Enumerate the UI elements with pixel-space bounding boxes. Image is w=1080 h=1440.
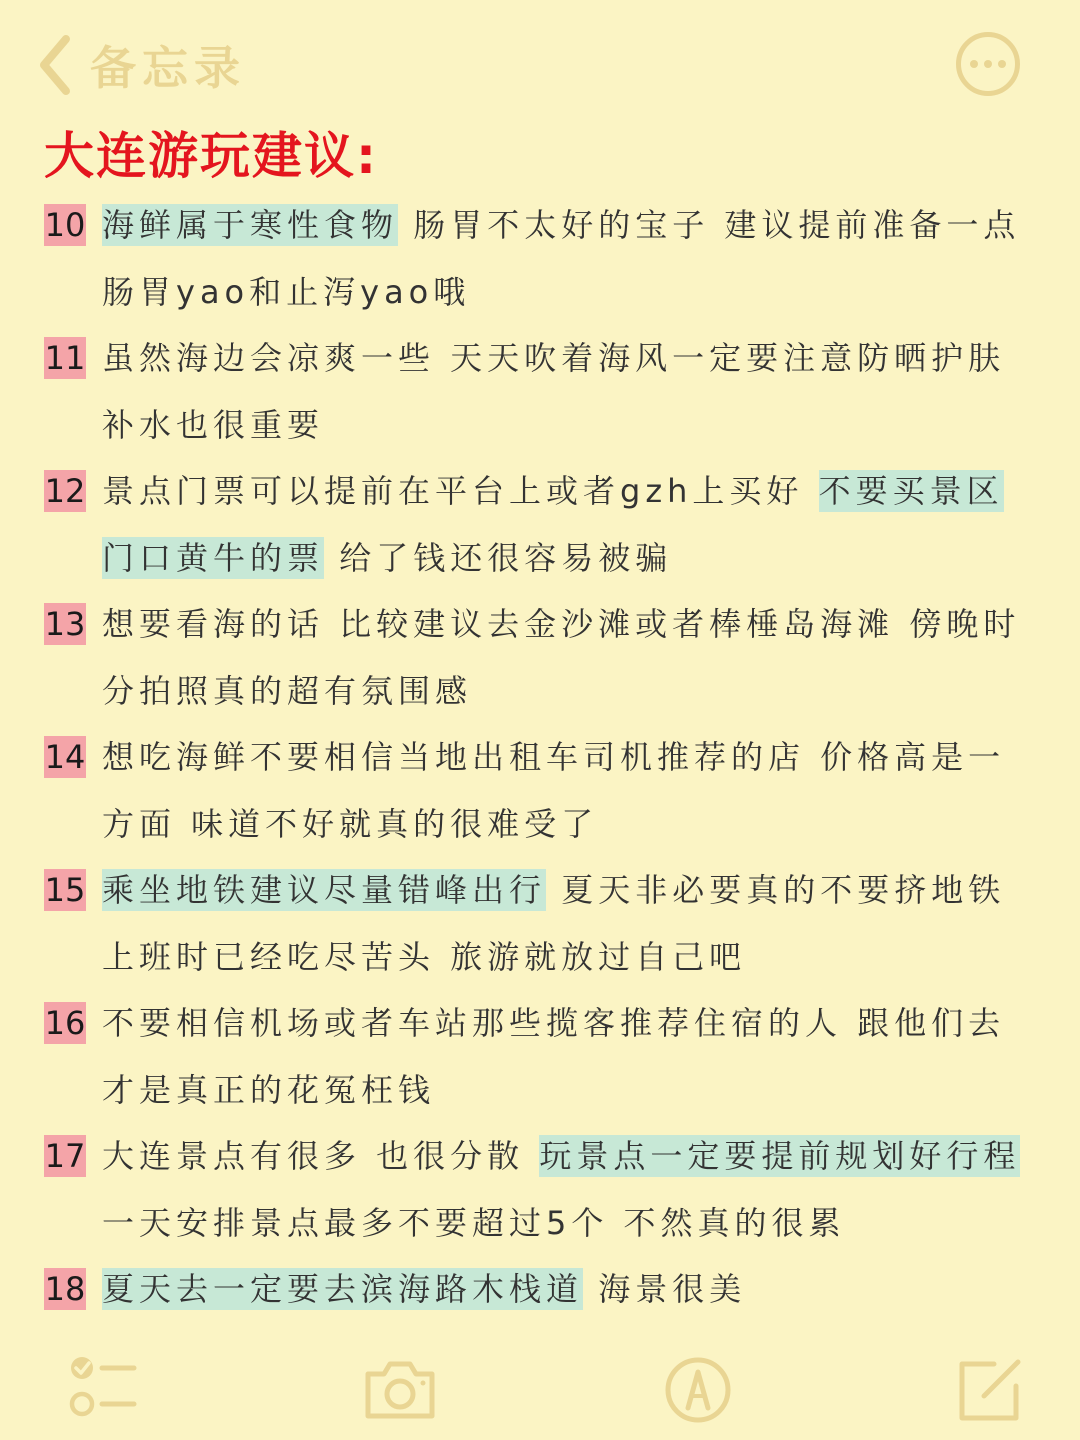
tip-number-badge: 17 xyxy=(44,1137,86,1175)
back-label: 备忘录 xyxy=(90,41,246,95)
tip-line xyxy=(102,924,1044,991)
markup-button[interactable] xyxy=(658,1350,738,1430)
tip-text: 方面 味道不好就真的很难受了 xyxy=(102,804,599,843)
tip-text: 上班时已经吃尽苦头 旅游就放过自己吧 xyxy=(102,937,747,976)
highlighted-text: 门口黄牛的票 xyxy=(102,538,325,577)
tip-line xyxy=(102,1256,1044,1323)
camera-icon xyxy=(360,1350,440,1430)
compose-icon xyxy=(950,1350,1030,1430)
tip-number-badge: 12 xyxy=(44,472,86,510)
list-item xyxy=(44,990,1044,1123)
highlighted-text: 玩景点一定要提前规划好行程 xyxy=(539,1137,1021,1175)
tip-number-badge: 16 xyxy=(44,1004,86,1042)
tip-line xyxy=(102,392,1044,459)
tip-text: 夏天非必要真的不要挤地铁 xyxy=(546,871,1006,909)
more-dot xyxy=(998,60,1006,68)
tip-number-badge: 18 xyxy=(44,1270,86,1308)
more-dot xyxy=(970,60,978,68)
tip-number-badge: 15 xyxy=(44,871,86,909)
pen-icon xyxy=(658,1350,738,1430)
tip-text: 不要相信机场或者车站那些揽客推荐住宿的人 跟他们去 xyxy=(102,1004,1006,1042)
tip-text: 想要看海的话 比较建议去金沙滩或者棒棰岛海滩 傍晚时 xyxy=(102,605,1021,643)
highlighted-text: 乘坐地铁建议尽量错峰出行 xyxy=(102,871,547,909)
tip-text: 补水也很重要 xyxy=(102,405,325,444)
tips-list xyxy=(44,192,1044,1389)
tip-text: 给了钱还很容易被骗 xyxy=(324,538,673,577)
checklist-button[interactable] xyxy=(62,1350,142,1430)
back-button[interactable] xyxy=(36,30,246,100)
tip-number-badge: 14 xyxy=(44,738,86,776)
tip-line xyxy=(102,857,1044,924)
tip-number-badge: 10 xyxy=(44,206,86,244)
more-options-button[interactable] xyxy=(956,32,1020,96)
list-item xyxy=(44,325,1044,458)
compose-button[interactable] xyxy=(950,1350,1030,1430)
tip-text: 才是真正的花冤枉钱 xyxy=(102,1070,436,1109)
more-dot xyxy=(984,60,992,68)
list-item xyxy=(44,1123,1044,1256)
tip-line xyxy=(102,724,1044,791)
tip-line xyxy=(102,525,1044,592)
tip-line xyxy=(102,591,1044,658)
tip-line xyxy=(102,1190,1044,1257)
list-item xyxy=(44,192,1044,325)
tip-line xyxy=(102,1057,1044,1124)
camera-button[interactable] xyxy=(360,1350,440,1430)
tip-line xyxy=(102,192,1044,259)
note-title: 大连游玩建议: xyxy=(44,127,378,185)
tip-text: 景点门票可以提前在平台上或者gzh上买好 xyxy=(102,472,819,510)
list-item xyxy=(44,724,1044,857)
chevron-left-icon xyxy=(36,33,72,97)
tip-text: 分拍照真的超有氛围感 xyxy=(102,671,473,710)
bottom-toolbar xyxy=(0,1350,1080,1430)
highlighted-text: 不要买景区 xyxy=(818,472,1004,510)
tip-text: 肠胃yao和止泻yao哦 xyxy=(102,272,471,311)
tip-line xyxy=(102,325,1044,392)
tip-text: 虽然海边会凉爽一些 天天吹着海风一定要注意防晒护肤 xyxy=(102,339,1006,377)
tip-text: 大连景点有很多 也很分散 xyxy=(102,1137,540,1175)
tip-text: 想吃海鲜不要相信当地出租车司机推荐的店 价格高是一 xyxy=(102,738,1006,776)
tip-text: 肠胃不太好的宝子 建议提前准备一点 xyxy=(398,206,1021,244)
checklist-icon xyxy=(62,1350,142,1430)
list-item xyxy=(44,591,1044,724)
tip-line xyxy=(102,791,1044,858)
tip-line xyxy=(102,990,1044,1057)
tip-line xyxy=(102,458,1044,525)
tip-text: 一天安排景点最多不要超过5个 不然真的很累 xyxy=(102,1203,846,1242)
list-item xyxy=(44,458,1044,591)
tip-text: 海景很美 xyxy=(583,1270,747,1308)
tip-line xyxy=(102,658,1044,725)
tip-line xyxy=(102,259,1044,326)
list-item xyxy=(44,857,1044,990)
tip-number-badge: 11 xyxy=(44,339,86,377)
highlighted-text: 夏天去一定要去滨海路木栈道 xyxy=(102,1270,584,1308)
tip-line xyxy=(102,1123,1044,1190)
tip-number-badge: 13 xyxy=(44,605,86,643)
highlighted-text: 海鲜属于寒性食物 xyxy=(102,206,399,244)
